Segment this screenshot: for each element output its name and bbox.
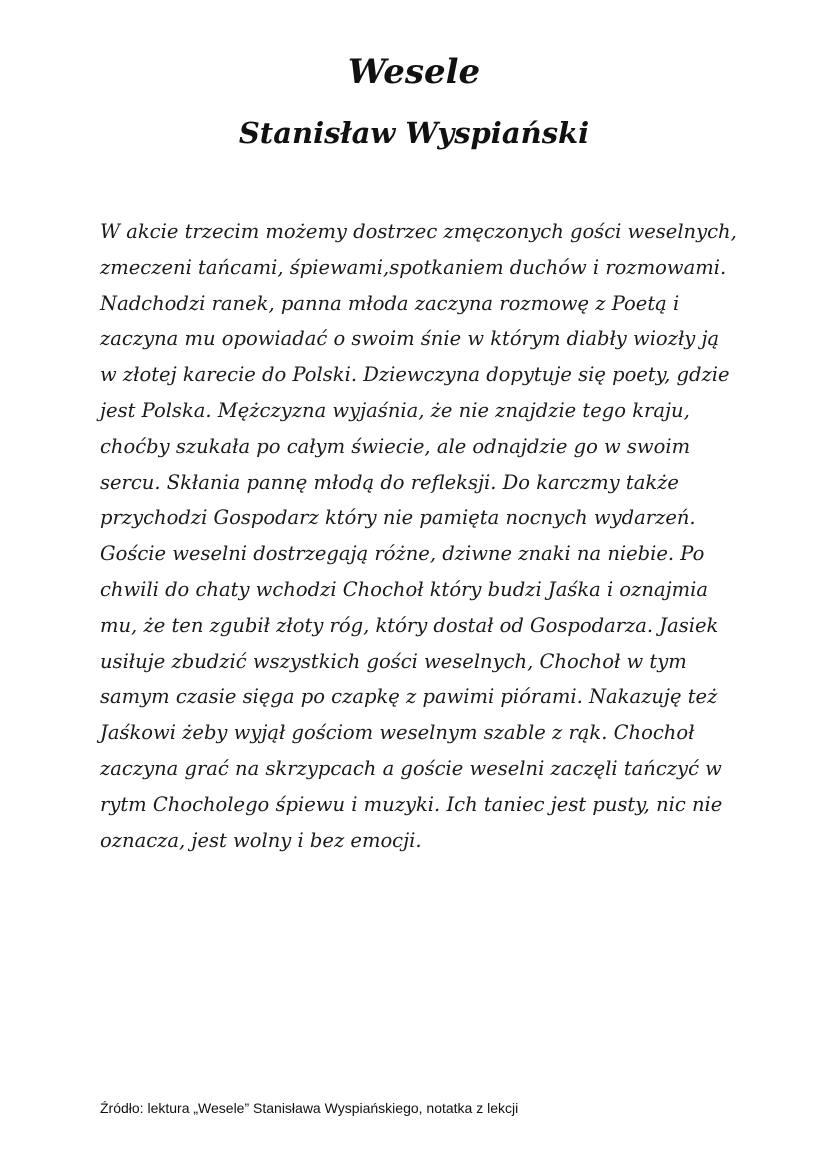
text-line: Jaśkowi żeby wyjął gościom weselnym szable z rąk. Chochoł (100, 721, 695, 745)
document-author: Stanisław Wyspiański (238, 116, 590, 150)
text-line: przychodzi Gospodarz który nie pamięta nocnych wydarzeń. (100, 506, 696, 530)
text-line: oznacza, jest wolny i bez emocji. (100, 828, 422, 852)
text-line: W akcie trzecim możemy dostrzec zmęczonych gości weselnych, (100, 220, 737, 243)
text-line: zmeczeni tańcami, śpiewami,spotkaniem duchów i rozmowami. (100, 255, 727, 279)
text-line: w złotej karecie do Polski. Dziewczyna dopytuje się poety, gdzie (100, 363, 730, 387)
source-footnote: Źródło: lektura „Wesele” Stanisława Wyspiańskiego, notatka z lekcji (100, 1100, 519, 1116)
text-line: sercu. Skłania pannę młodą do refleksji. Do karczmy także (100, 470, 679, 494)
text-line: zaczyna grać na skrzypcach a goście weselni zaczęli tańczyć w (100, 756, 722, 780)
body-paragraph (100, 214, 740, 858)
text-line: chwili do chaty wchodzi Chochoł który budzi Jaśka i oznajmia (100, 577, 709, 601)
text-line: mu, że ten zgubił złoty róg, który dostał od Gospodarza. Jasiek (100, 613, 719, 637)
text-line: choćby szukała po całym świecie, ale odnajdzie go w swoim (100, 434, 691, 458)
text-line: rytm Chocholego śpiewu i muzyki. Ich taniec jest pusty, nic nie (100, 792, 723, 816)
text-line: usiłuje zbudzić wszystkich gości weselnych, Chochoł w tym (100, 649, 687, 673)
text-line: Nadchodzi ranek, panna młoda zaczyna rozmowę z Poetą i (100, 291, 680, 315)
document-title: Wesele (347, 52, 481, 92)
text-line: Goście weselni dostrzegają różne, dziwne znaki na niebie. Po (100, 542, 705, 566)
text-line: samym czasie sięga po czapkę z pawimi piórami. Nakazuję też (100, 685, 718, 709)
text-line: zaczyna mu opowiadać o swoim śnie w którym diabły wiozły ją (100, 327, 720, 351)
text-line: jest Polska. Mężczyzna wyjaśnia, że nie znajdzie tego kraju, (100, 398, 690, 422)
